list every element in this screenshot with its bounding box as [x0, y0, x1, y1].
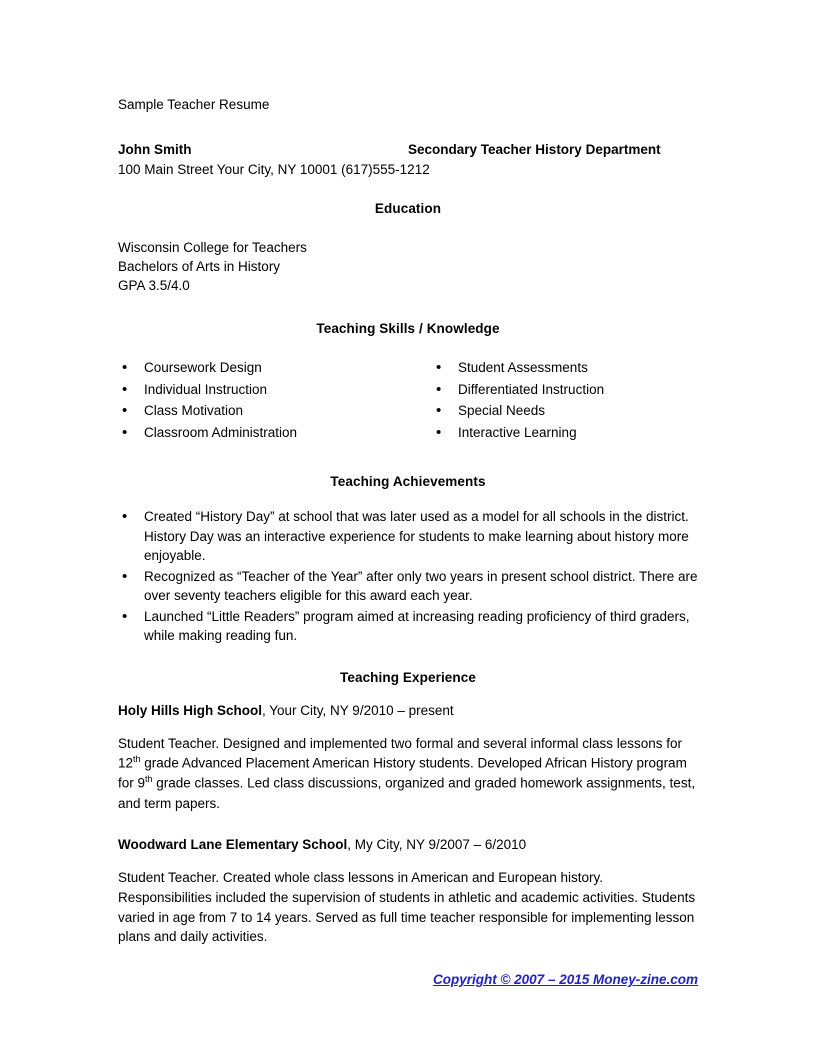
- section-heading-education: Education: [374, 200, 442, 216]
- skills-column-left: [118, 358, 408, 444]
- education-block: [118, 238, 698, 295]
- employer-name: Holy Hills High School: [118, 702, 263, 718]
- ordinal-suffix: th: [145, 774, 153, 785]
- list-item: • Launched “Little Readers” program aimed at increasing reading proficiency of third graders, while making reading fun.: [118, 607, 698, 646]
- list-item: • Special Needs: [432, 401, 698, 421]
- header-name-row: [118, 142, 698, 157]
- experience-heading: [118, 703, 698, 718]
- experience-description: [118, 734, 698, 814]
- candidate-role: Secondary Teacher History Department: [408, 141, 661, 157]
- list-item: • Individual Instruction: [118, 380, 408, 400]
- ordinal-suffix: th: [133, 754, 141, 765]
- employer-name: Woodward Lane Elementary School: [118, 837, 348, 853]
- copyright-link[interactable]: Copyright © 2007 – 2015 Money-zine.com: [432, 972, 698, 988]
- education-line: GPA 3.5/4.0: [118, 278, 190, 294]
- section-heading-achievements: Teaching Achievements: [330, 474, 486, 490]
- employer-meta: , My City, NY 9/2007 – 6/2010: [347, 837, 527, 853]
- section-heading-experience: Teaching Experience: [340, 669, 476, 685]
- list-item: • Interactive Learning: [432, 423, 698, 443]
- list-item: • Created “History Day” at school that was later used as a model for all schools in the district. History Day was an interactive experience for students to make learning about history more enjoyable.: [118, 507, 698, 565]
- candidate-contact: 100 Main Street Your City, NY 10001 (617)555-1212: [118, 161, 430, 177]
- skills-column-right: [408, 358, 698, 444]
- experience-entry: [118, 837, 698, 947]
- list-item: • Classroom Administration: [118, 423, 408, 443]
- footer-copyright: [118, 971, 698, 989]
- education-line: Wisconsin College for Teachers: [118, 239, 307, 255]
- experience-text: grade classes. Led class discussions, organized and graded homework assignments, test, and term papers.: [118, 775, 696, 811]
- candidate-name: John Smith: [118, 141, 192, 157]
- document-title: Sample Teacher Resume: [118, 97, 270, 112]
- experience-text: grade Advanced Placement American History students. Developed African History program for 9: [118, 755, 687, 791]
- education-line: Bachelors of Arts in History: [118, 258, 281, 274]
- list-item: • Student Assessments: [432, 358, 698, 378]
- section-heading-skills: Teaching Skills / Knowledge: [316, 321, 500, 337]
- experience-text: Student Teacher. Designed and implemented two formal and several informal class lessons for 12: [118, 735, 683, 771]
- experience-description: [118, 868, 698, 947]
- list-item: • Coursework Design: [118, 358, 408, 378]
- skills-list-left: [118, 358, 408, 442]
- skills-columns: [118, 358, 698, 444]
- list-item: • Recognized as “Teacher of the Year” after only two years in present school district. There are over seventy teachers eligible for this award each year.: [118, 567, 698, 606]
- skills-list-right: [432, 358, 698, 442]
- experience-text: Student Teacher. Created whole class lessons in American and European history. Responsibilities included the supervision of students in athletic and academic activities. Students varied in age from 7 to 14 years. Served as full time teacher responsible for implementing lesson plans and daily activities.: [118, 870, 696, 945]
- achievements-list: [118, 507, 698, 645]
- employer-meta: , Your City, NY 9/2010 – present: [262, 702, 454, 718]
- experience-heading: [118, 837, 698, 852]
- list-item: • Class Motivation: [118, 401, 408, 421]
- experience-entry: [118, 703, 698, 814]
- list-item: • Differentiated Instruction: [432, 380, 698, 400]
